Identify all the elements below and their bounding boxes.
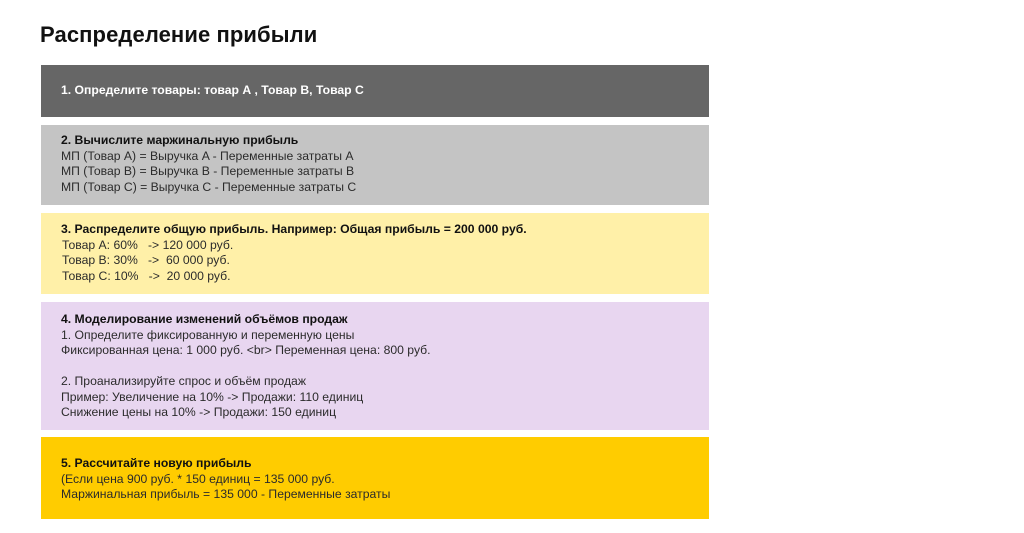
step-3-line: Товар С: 10% -> 20 000 руб. xyxy=(62,268,231,283)
step-4-line: 2. Проанализируйте спрос и объём продаж xyxy=(61,374,306,388)
step-5-line: (Если цена 900 руб. * 150 единиц = 135 000 руб. xyxy=(61,471,335,486)
step-3-line: Товар А: 60% -> 120 000 руб. xyxy=(62,237,234,252)
step-2-line: МП (Товар B) = Выручка B - Переменные затраты B xyxy=(61,164,355,178)
page-title: Распределение прибыли xyxy=(40,22,318,47)
step-4-line: Пример: Увеличение на 10% -> Продажи: 110 единиц xyxy=(61,389,364,404)
step-4-spacer xyxy=(61,359,697,375)
step-2-title: 2. Вычислите маржинальную прибыль xyxy=(61,133,299,147)
step-3-line: Товар В: 30% -> 60 000 руб. xyxy=(62,253,230,267)
step-5-line: Маржинальная прибыль = 135 000 - Переменные затраты xyxy=(61,487,391,501)
step-5-box xyxy=(41,437,709,519)
step-4-line: Снижение цены на 10% -> Продажи: 150 единиц xyxy=(61,405,337,419)
step-1-title: 1. Определите товары: товар А , Товар B, Товар C xyxy=(61,83,364,97)
step-4-box xyxy=(41,302,709,430)
step-2-box xyxy=(41,125,709,205)
step-3-title: 3. Распределите общую прибыль. Например: Общая прибыль = 200 000 руб. xyxy=(61,222,527,236)
step-4-line: Фиксированная цена: 1 000 руб. <br> Переменная цена: 800 руб. xyxy=(61,343,431,357)
step-4-title: 4. Моделирование изменений объёмов продаж xyxy=(61,312,348,326)
step-2-line: МП (Товар C) = Выручка C - Переменные затраты C xyxy=(61,179,357,194)
step-3-box xyxy=(41,213,709,294)
step-4-line: 1. Определите фиксированную и переменную цены xyxy=(61,327,355,342)
step-1-box xyxy=(41,65,709,117)
step-5-title: 5. Рассчитайте новую прибыль xyxy=(61,456,252,470)
step-2-line: МП (Товар А) = Выручка A - Переменные затраты A xyxy=(61,148,354,163)
